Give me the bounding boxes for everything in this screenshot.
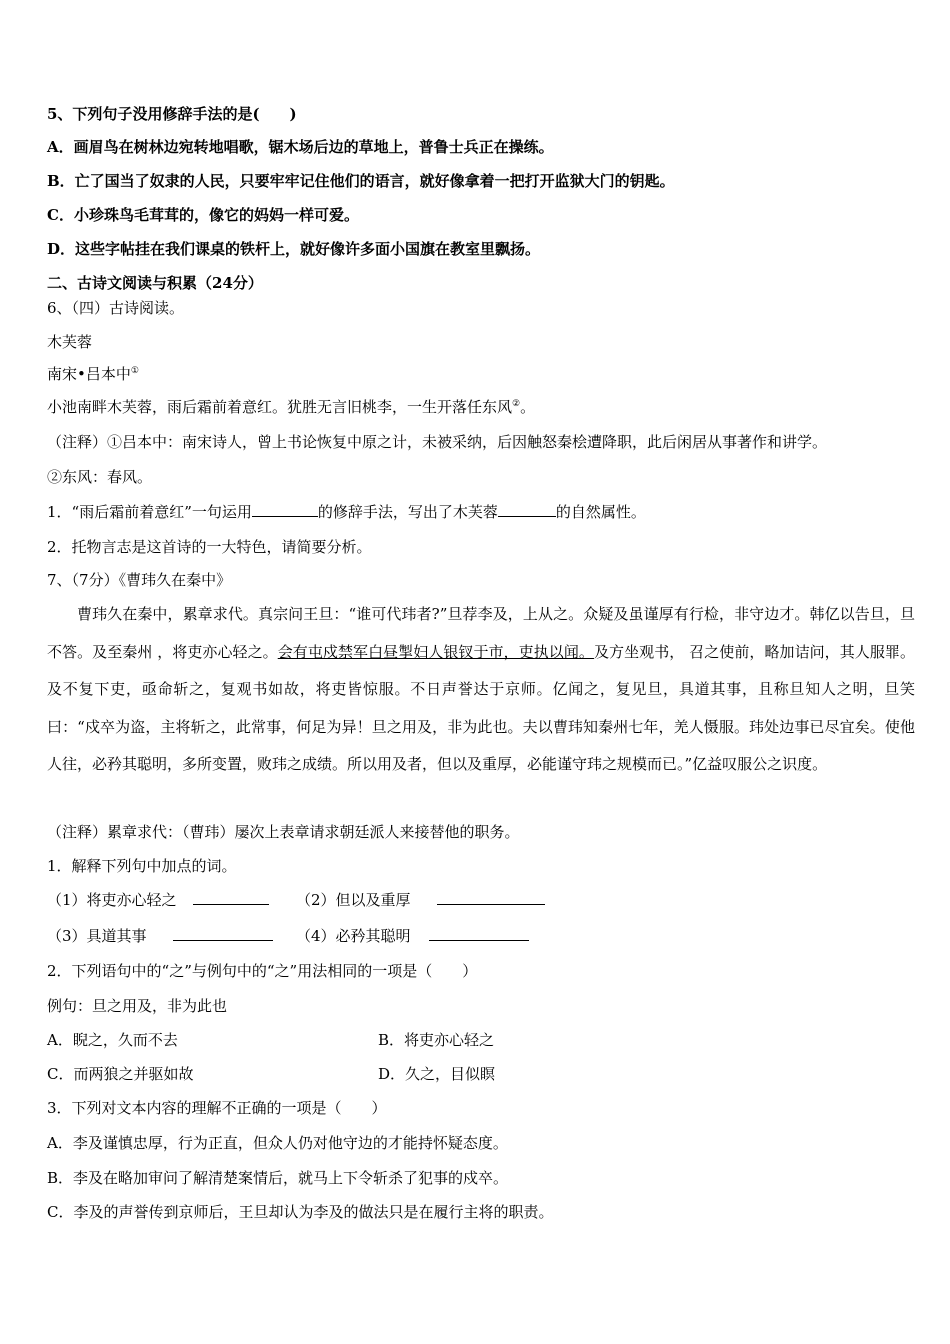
answer-blank[interactable] bbox=[429, 926, 529, 941]
word-item-2 bbox=[296, 890, 545, 910]
poem-footnote-mark: ② bbox=[512, 399, 521, 409]
poem-author-text: 南宋•吕本中 bbox=[47, 365, 131, 383]
poem-end: 。 bbox=[520, 398, 536, 416]
answer-blank[interactable] bbox=[498, 502, 556, 517]
q5-option-d: D．这些字帖挂在我们课桌的铁杆上，就好像许多面小国旗在教室里飘扬。 bbox=[47, 240, 541, 258]
answer-blank[interactable] bbox=[173, 926, 273, 941]
q6-note-1: （注释）①吕本中：南宋诗人，曾上书论恢复中原之计，未被采纳，后因触怒秦桧遭降职，此后闲居从事著作和讲学。 bbox=[47, 433, 828, 451]
q6-sub1-part1: 1．“雨后霜前着意红”一句运用 bbox=[47, 503, 252, 521]
q6-sub1 bbox=[47, 502, 646, 522]
q7-sub3-a: A．李及谨慎忠厚，行为正直，但众人仍对他守边的才能持怀疑态度。 bbox=[47, 1134, 508, 1152]
q5-stem: 5、下列句子没用修辞手法的是( ) bbox=[47, 105, 297, 123]
q6-sub2: 2．托物言志是这首诗的一大特色，请简要分析。 bbox=[47, 538, 372, 556]
passage-part2: 及方坐观书， 召之使前，略加诘问，其人服罪。及不复下吏，亟命斩之，复观书如故，将吏皆惊服。不日声誉达于京师。亿闻之，复见旦，具道其事，且称旦知人之明，旦笑曰：“戍卒为盗，主将斩之，此常事，何足为异！旦之用及，非为此也。夫以曹玮知秦州七年，羌人慑服。玮处边事已尽宜矣。使他人往，必矜其聪明，多所变置，败玮之成绩。所以用及者，但以及重厚，必能谨守玮之规模而已。”亿益叹服公之识度。 bbox=[47, 642, 915, 773]
word-item-4 bbox=[296, 926, 529, 946]
q7-stem: 7、（7分）《曹玮久在秦中》 bbox=[47, 571, 232, 589]
q7-sub1: 1．解释下列句中加点的词。 bbox=[47, 857, 237, 875]
passage-underlined: 会有屯戍禁军白昼掣妇人银钗于市，吏执以闻。 bbox=[277, 642, 594, 661]
q7-passage bbox=[47, 596, 915, 784]
q7-sub3: 3．下列对文本内容的理解不正确的一项是（ ） bbox=[47, 1099, 387, 1117]
word-1: （1）将吏亦心轻之 bbox=[47, 891, 177, 909]
poem-author bbox=[47, 364, 139, 384]
answer-blank[interactable] bbox=[252, 502, 318, 517]
word-item-3 bbox=[47, 926, 273, 946]
q5-option-b: B．亡了国当了奴隶的人民，只要牢牢记住他们的语言，就好像拿着一把打开监狱大门的钥匙。 bbox=[47, 172, 675, 190]
q7-example: 例句：旦之用及，非为此也 bbox=[47, 997, 228, 1015]
q5-option-c: C．小珍珠鸟毛茸茸的，像它的妈妈一样可爱。 bbox=[47, 206, 359, 224]
word-4: （4）必矜其聪明 bbox=[296, 927, 411, 945]
answer-blank[interactable] bbox=[437, 890, 545, 905]
author-footnote-mark: ① bbox=[130, 366, 139, 376]
q7-opt-a: A．睨之，久而不去 bbox=[47, 1031, 178, 1049]
q6-note-2: ②东风：春风。 bbox=[47, 468, 153, 486]
q6-sub1-part2: 的修辞手法，写出了木芙蓉 bbox=[317, 503, 498, 521]
q7-note: （注释）累章求代：（曹玮）屡次上表章请求朝廷派人来接替他的职务。 bbox=[47, 823, 520, 841]
poem-title: 木芙蓉 bbox=[47, 333, 93, 351]
word-2: （2）但以及重厚 bbox=[296, 891, 411, 909]
section-title: 二、古诗文阅读与积累（24分） bbox=[47, 274, 263, 292]
passage-part1: 曹玮久在秦中，累章求代。真宗问王旦：“谁可代玮者?”旦荐李及，上从之。众疑及虽谨厚有行检，非守边才。韩亿以告旦，旦不答。及至秦州 ，将吏亦心轻之。 bbox=[47, 605, 915, 661]
q5-option-a: A．画眉鸟在树林边宛转地唱歌，锯木场后边的草地上，普鲁士兵正在操练。 bbox=[47, 138, 554, 156]
q7-opt-c: C．而两狼之并驱如故 bbox=[47, 1065, 194, 1083]
q7-sub2: 2．下列语句中的“之”与例句中的“之”用法相同的一项是（ ） bbox=[47, 962, 478, 980]
q7-opt-b: B．将吏亦心轻之 bbox=[378, 1031, 495, 1049]
word-3: （3）具道其事 bbox=[47, 927, 147, 945]
q7-sub3-b: B．李及在略加审问了解清楚案情后，就马上下令斩杀了犯事的戍卒。 bbox=[47, 1169, 509, 1187]
q6-stem: 6、（四）古诗阅读。 bbox=[47, 299, 185, 317]
word-item-1 bbox=[47, 890, 269, 910]
q7-sub3-c: C．李及的声誉传到京师后，王旦却认为李及的做法只是在履行主将的职责。 bbox=[47, 1203, 554, 1221]
answer-blank[interactable] bbox=[193, 890, 269, 905]
poem-body: 小池南畔木芙蓉，雨后霜前着意红。犹胜无言旧桃李，一生开落任东风 bbox=[47, 398, 513, 416]
q6-sub1-part3: 的自然属性。 bbox=[555, 503, 646, 521]
q7-opt-d: D．久之，目似瞑 bbox=[378, 1065, 496, 1083]
poem-text bbox=[47, 397, 535, 417]
